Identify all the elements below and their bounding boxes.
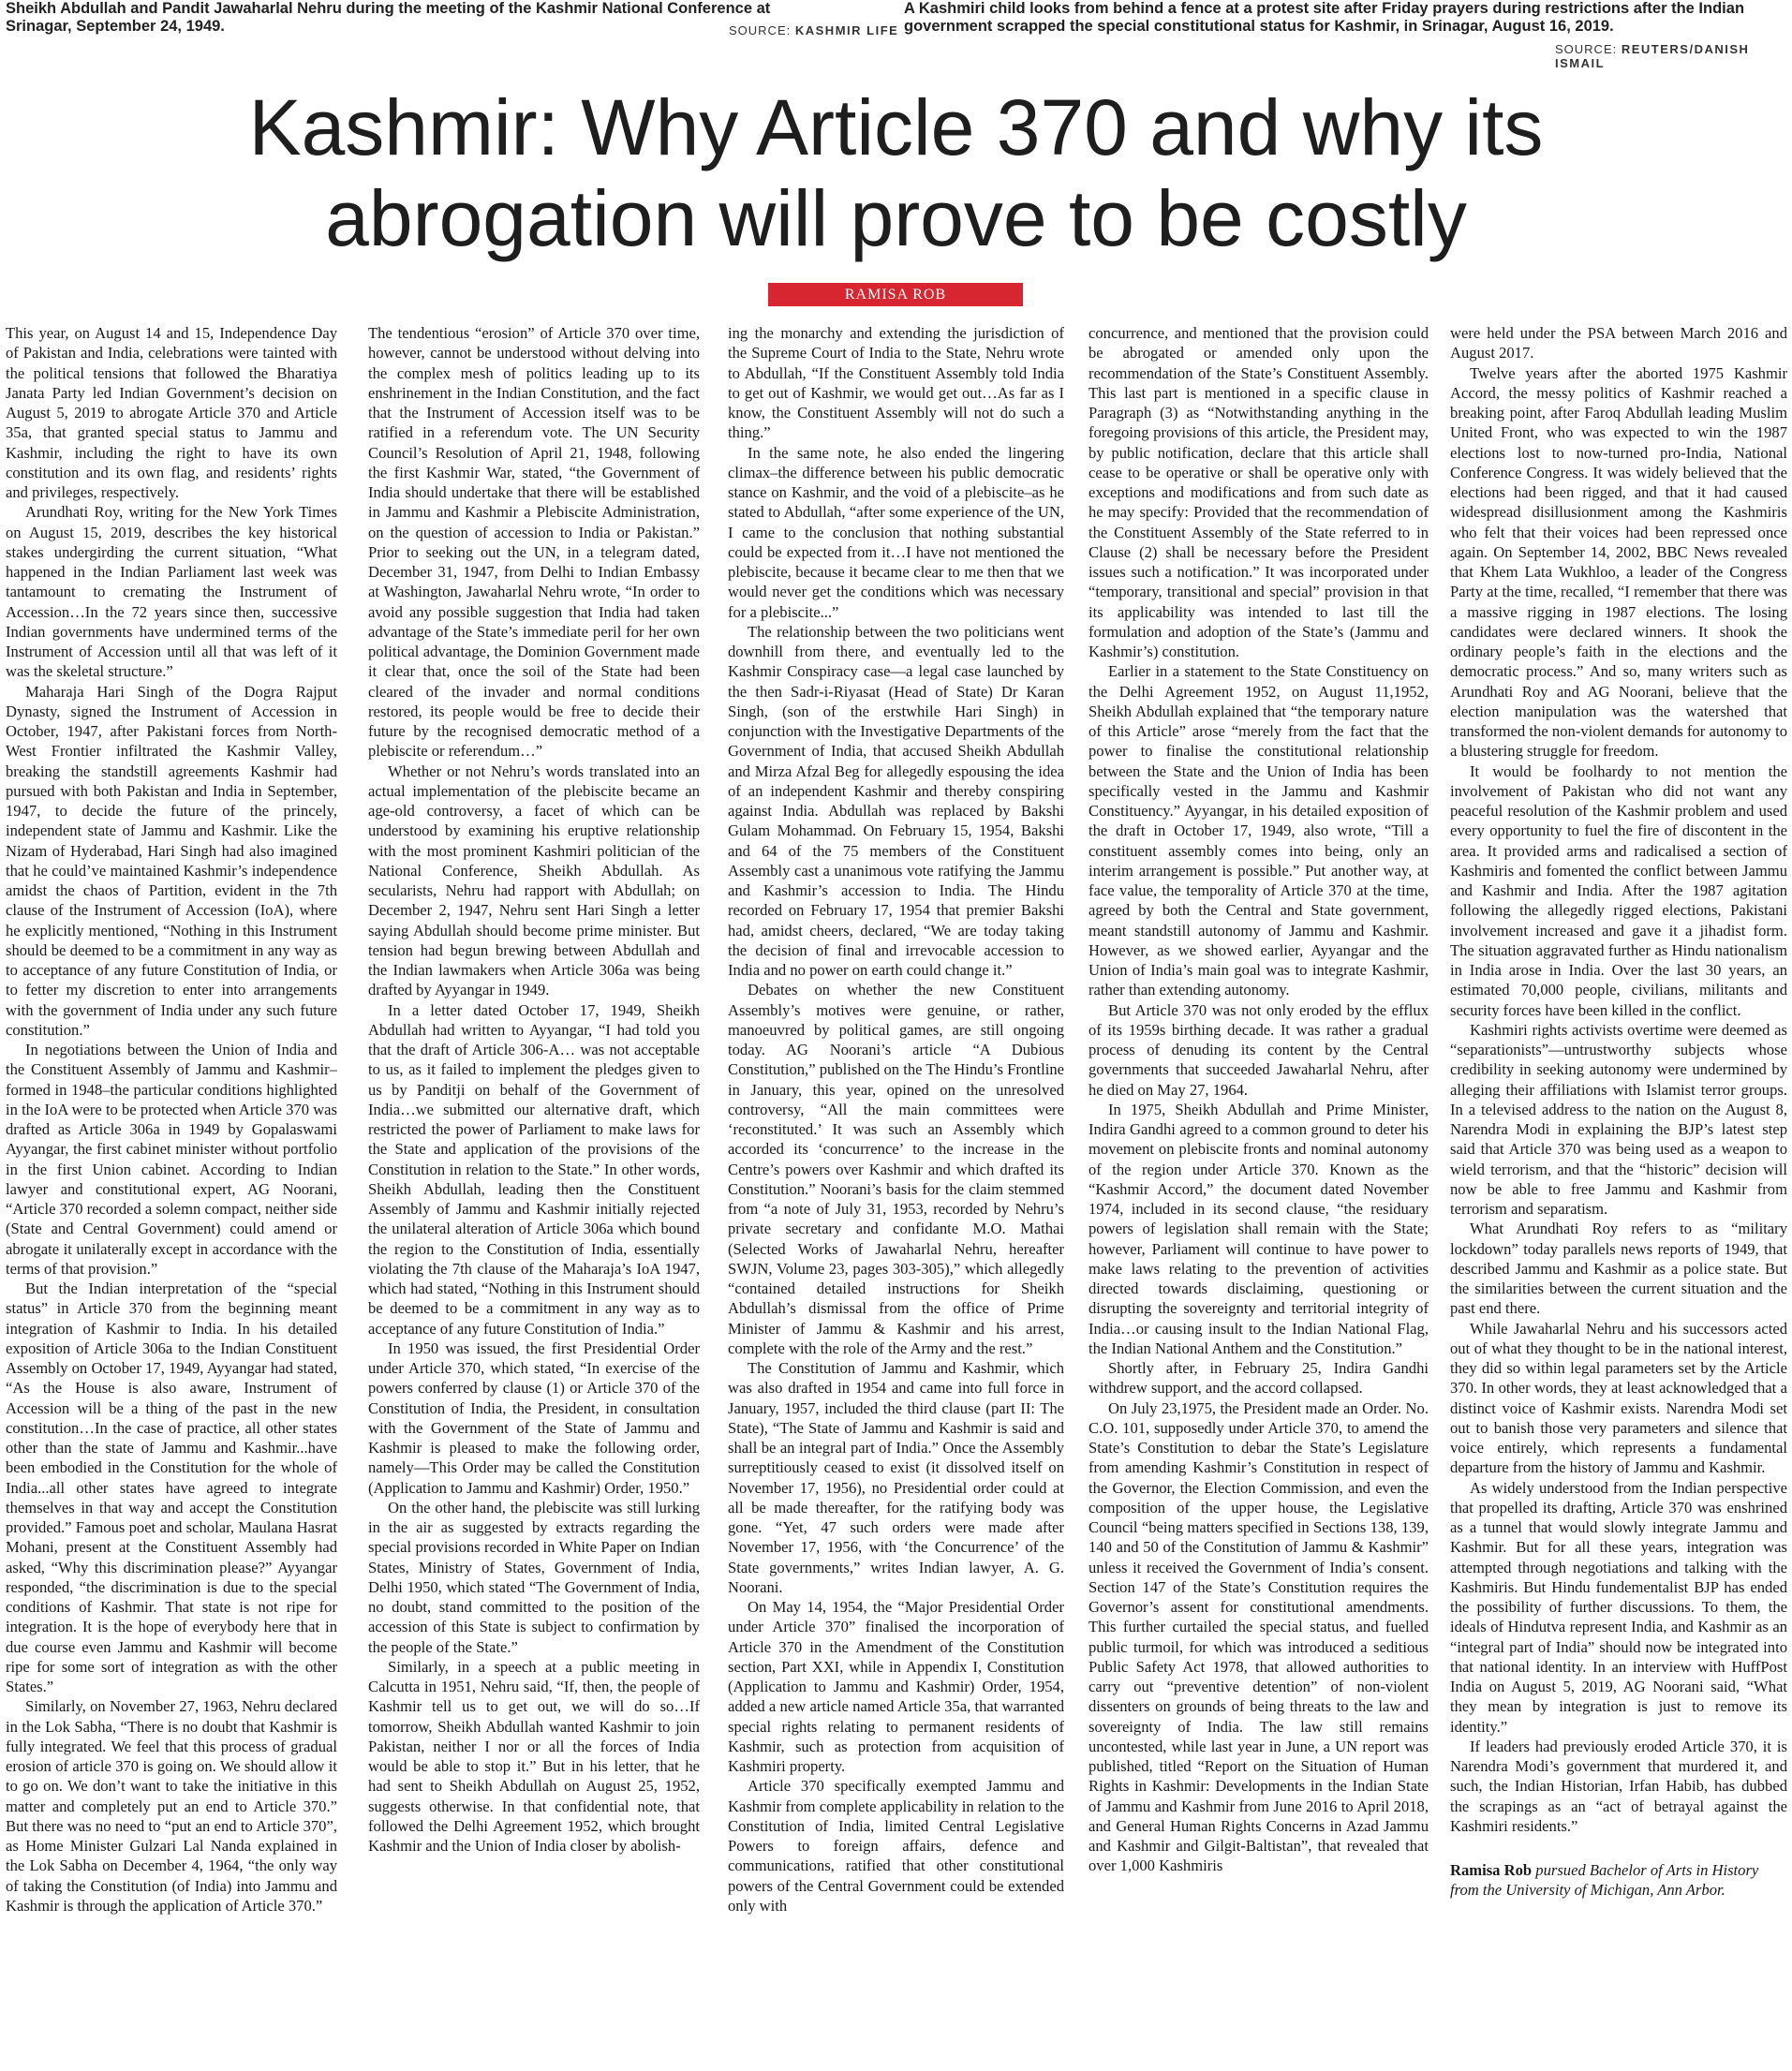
paragraph: Similarly, in a speech at a public meeting in Calcutta in 1951, Nehru said, “If, then, the people of Kashmir tell us to get out, we will do so…If tomorrow, Sheikh Abdullah wanted Kashmir to join Pakistan, neither I nor or all the forces of India would be able to stop it.” But in his letter, that he had sent to Sheikh Abdullah on August 25, 1952, suggests otherwise. In that confidential note, that followed the Delhi Agreement 1952, which brought Kashmir and the Union of India closer by abolish-	[368, 1657, 700, 1855]
photo-caption-right: A Kashmiri child looks from behind a fence at a protest site after Friday prayers during restrictions after the Indian government scrapped the special constitutional status for Kashmir, in Srinagar, August 16, 2019.	[904, 0, 1745, 35]
paragraph: Similarly, on November 27, 1963, Nehru declared in the Lok Sabha, “There is no doubt that Kashmir is fully integrated. We feel that this process of gradual erosion of article 370 is going on. We should allow it to go on. We don’t want to take the initiative in this matter and completely put an end to Article 370.” But there was no need to “put an end to Article 370”, as Home Minister Gulzari Lal Nanda explained in the Lok Sabha on December 4, 1964, “the only way of taking the Constitution (of India) into Jammu and Kashmir is through the application of Article 370.”	[6, 1697, 337, 1915]
paragraph: If leaders had previously eroded Article 370, it is Narendra Modi’s government that murdered it, and such, the Indian Historian, Irfan Habib, has dubbed the scrapings as an “act of betrayal against the Kashmiri residents.”	[1450, 1737, 1787, 1835]
paragraph: This year, on August 14 and 15, Independence Day of Pakistan and India, celebrations were tainted with the political tensions that followed the Bharatiya Janata Party led Indian Government’s decision on August 5, 2019 to abrogate Article 370 and Article 35a, that granted special status to Jammu and Kashmir, including the right to have its own constitution and its own flag, and residents’ rights and privileges, respectively.	[6, 324, 337, 501]
paragraph: In a letter dated October 17, 1949, Sheikh Abdullah had written to Ayyangar, “I had told you that the draft of Article 306-A… was not acceptable to us, as it failed to implement the pledges given to us by Panditji on behalf of the Government of India…we submitted our alternative draft, which restricted the power of Parliament to make laws for the State and application of the provisions of the Constitution in relation to the State.” In other words, Sheikh Abdullah, leading then the Constituent Assembly of Jammu and Kashmir initially rejected the unilateral alteration of Article 306a which bound the region to the Constitution of India, essentially violating the 7th clause of the Maharaja’s IoA 1947, which had stated, “Nothing in this Instrument should be deemed to be a commitment in any way as to acceptance of any future Constitution of India.”	[368, 1000, 700, 1338]
author-name: Ramisa Rob	[1450, 1861, 1533, 1879]
article-headline	[0, 82, 1792, 264]
paragraph: In the same note, he also ended the lingering climax–the difference between his public democratic stance on Kashmir, and the void of a plebiscite–as he stated to Abdullah, “after some experience of the UN, I came to the conclusion that nothing substantial could be expected from it…I have not mentioned the plebiscite, because it became clear to me then that we would never get the conditions which was necessary for a plebiscite...”	[728, 443, 1064, 621]
paragraph: Twelve years after the aborted 1975 Kashmir Accord, the messy politics of Kashmir reached a breaking point, after Faroq Abdullah leading Muslim United Front, who was expected to win the 1987 elections lost to now-turned pro-India, National Conference Congress. It was widely believed that the elections had been rigged, and that it had caused widespread disillusionment among the Kashmiris who felt that their voices had been repressed once again. On September 14, 2002, BBC News revealed that Khem Lata Wukhloo, a leader of the Congress Party at the time, recalled, “I remember that there was a massive rigging in 1987 elections. The losing candidates were declared winners. It shook the ordinary people’s faith in the elections and the democratic process.” And so, many writers such as Arundhati Roy and AG Noorani, believe that the election manipulation was the watershed that transformed the non-violent demands for autonomy to a blustering struggle for freedom.	[1450, 363, 1787, 761]
headline-line-1: Kashmir: Why Article 370 and why its	[248, 83, 1544, 171]
paragraph: Kashmiri rights activists overtime were deemed as “separationists”—untrustworthy subjects whose credibility in seeking autonomy were undermined by alleging their affiliations with Islamist terror groups. In a televised address to the nation on the August 8, Narendra Modi in explaining the BJP’s latest step said that Article 370 was being used as a weapon to wield terrorism, and that the “historic” decision will now be able to free Jammu and Kashmir from terrorism and separatism.	[1450, 1020, 1787, 1218]
article-column-2	[368, 323, 700, 2065]
photo-source-left: SOURCE: KASHMIR LIFE	[729, 23, 899, 37]
paragraph: concurrence, and mentioned that the provision could be abrogated or amended only upon the recommendation of the State’s Constituent Assembly. This last part is mentioned in a specific clause in Paragraph (3) as “Notwithstanding anything in the foregoing provisions of this article, the President may, by public notification, declare that this article shall cease to be operative or shall be operative only with exceptions and modifications and from such date as he may specify: Provided that the recommendation of the Constituent Assembly of the State referred to in Clause (2) shall be necessary before the President issues such a notification.” It was incorporated under “temporary, transitional and special” provision in that its applicability was intended to last till the formulation and adoption of the State’s (Jammu and Kashmir’s) constitution.	[1089, 324, 1429, 660]
paragraph: ing the monarchy and extending the jurisdiction of the Supreme Court of India to the State, Nehru wrote to Abdullah, “If the Constituent Assembly told India to get out of Kashmir, we would get out…As far as I know, the Constituent Assembly will not do such a thing.”	[728, 324, 1064, 442]
paragraph: On May 14, 1954, the “Major Presidential Order under Article 370” finalised the incorporation of Article 370 in the Amendment of the Constitution section, Part XXI, while in Appendix I, Constitution (Application to Jammu and Kashmir) Order, 1954, added a new article named Article 35a, that warranted special rights relating to permanent residents of Kashmir, such as protection from acquisition of Kashmiri property.	[728, 1598, 1064, 1775]
paragraph: What Arundhati Roy refers to as “military lockdown” today parallels news reports of 1949, that described Jammu and Kashmir as a police state. But the similarities between the current situation and the past end there.	[1450, 1220, 1787, 1318]
paragraph: The tendentious “erosion” of Article 370 over time, however, cannot be understood without delving into the complex mesh of politics leading up to its enshrinement in the Indian Constitution, and the fact that the Instrument of Accession itself was to be ratified in a referendum vote. The UN Security Council’s Resolution of April 21, 1948, following the first Kashmir War, stated, “the Government of India should undertake that there will be established in Jammu and Kashmir a Plebiscite Administration, on the question of accession to India or Pakistan.” Prior to seeking out the UN, in a telegram dated, December 31, 1947, from Delhi to Indian Embassy at Washington, Jawaharlal Nehru wrote, “In order to avoid any possible suggestion that India had taken advantage of the State’s immediate peril for her own political advantage, the Dominion Government made it clear that, once the soil of the State had been cleared of the invader and normal conditions restored, its people would be free to decide their future by the recognised democratic method of a plebiscite or referendum…”	[368, 324, 700, 761]
paragraph: Whether or not Nehru’s words translated into an actual implementation of the plebiscite became an age-old controversy, a facet of which can be understood by examining his eruptive relationship with the most prominent Kashmiri politician of the National Conference, Sheikh Abdullah. As secularists, Nehru had rapport with Abdullah; on December 2, 1947, Nehru sent Hari Singh a letter saying Abdullah should become prime minister. But tension had begun brewing between Abdullah and the Indian lawmakers when Article 306a was being drafted by Ayyangar in 1949.	[368, 762, 700, 999]
photo-source-right: SOURCE: REUTERS/DANISH ISMAIL	[1555, 42, 1750, 70]
article-column-1	[6, 323, 337, 2065]
paragraph: The Constitution of Jammu and Kashmir, which was also drafted in 1954 and came into full force in January, 1957, included the third clause (part II: The State), “The State of Jammu and Kashmir is said and shall be an integral part of India.” Once the Assembly surreptitiously ceased to exist (it dissolved itself on November 17, 1956), no Presidential order could at all be made thereafter, for the ratifying body was gone. “Yet, 47 such orders were made after November 17, 1956, with ‘the Concurrence’ of the State governments,” writes Indian lawyer, A. G. Noorani.	[728, 1359, 1064, 1596]
paragraph: Debates on whether the new Constituent Assembly’s motives were genuine, or rather, manoeuvred by political games, are still ongoing today. AG Noorani’s article “A Dubious Constitution,” published on the The Hindu’s Frontline in January, this year, opined on the unresolved controversy, “All the main committees were ‘reconstituted.’ It was such an Assembly which accorded its ‘concurrence’ to the increase in the Centre’s powers over Kashmir and which drafted its Constitution.” Noorani’s basis for the claim stemmed from “a note of July 31, 1953, recorded by Nehru’s private secretary and confidante M.O. Mathai (Selected Works of Jawaharlal Nehru, hereafter SWJN, Volume 23, pages 303-305),” which allegedly “contained detailed instructions for Sheikh Abdullah’s dismissal from the office of Prime Minister of Jammu & Kashmir and his arrest, complete with the role of the Army and the rest.”	[728, 981, 1064, 1357]
paragraph: On July 23,1975, the President made an Order. No. C.O. 101, supposedly under Article 370, to amend the State’s Constitution to debar the State’s Legislature from amending Kashmir’s Constitution in respect of the Governor, the Election Commission, and even the composition of the upper house, the Legislative Council “being matters specified in Sections 138, 139, 140 and 50 of the Constitution of Jammu & Kashmir” unless it received the Government of India’s consent. Section 147 of the State’s Constitution requires the Governor’s assent for constitutional amendments. This further curtailed the special status, and fuelled public turmoil, for which was introduced a seditious Public Safety Act 1978, that allowed authorities to carry out “preventive detention” of non-violent dissenters on grounds of being threats to the law and sovereignty of India. The law still remains uncontested, while last year in June, a UN report was published, titled “Report on the Situation of Human Rights in Kashmir: Developments in the Indian State of Jammu and Kashmir from June 2016 to April 2018, and General Human Rights Concerns in Azad Jammu and Kashmir and Gilgit-Baltistan”, that revealed that over 1,000 Kashmiris	[1089, 1398, 1429, 1875]
paragraph: On the other hand, the plebiscite was still lurking in the air as suggested by extracts regarding the special provisions recorded in White Paper on Indian States, Ministry of States, Government of India, Delhi 1950, which stated “The Government of India, no doubt, stand committed to the position of the accession of this State is subject to confirmation by the people of the State.”	[368, 1498, 700, 1656]
paragraph: Shortly after, in February 25, Indira Gandhi withdrew support, and the accord collapsed.	[1089, 1359, 1429, 1398]
author-note	[1450, 1860, 1787, 1901]
author-bio: pursued Bachelor of Arts in History from the University of Michigan, Ann Arbor.	[1450, 1861, 1759, 1900]
paragraph: were held under the PSA between March 2016 and August 2017.	[1450, 324, 1787, 362]
paragraph: But the Indian interpretation of the “special status” in Article 370 from the beginning meant integration of Kashmir to India. In his detailed exposition of Article 306a to the Indian Constituent Assembly on October 17, 1949, Ayyangar had stated, “As the House is also aware, Instrument of Accession will be a thing of the past in the new constitution…In the case of practice, all other states other than the state of Jammu and Kashmir...have been embodied in the Constitution for the whole of India...all other states have agreed to integrate themselves in that way and accept the Constitution provided.” Famous poet and scholar, Maulana Hasrat Mohani, present at the Constituent Assembly had asked, “Why this discrimination please?” Ayyangar responded, “the discrimination is due to the special conditions of Kashmir. That state is not ripe for integration. It is the hope of everybody here that in due course even Jammu and Kashmir will become ripe for some sort of integration as with the other States.”	[6, 1280, 337, 1695]
paragraph: But Article 370 was not only eroded by the efflux of its 1959s birthing decade. It was rather a gradual process of denuding its content by the Central governments that succeeded Jawaharlal Nehru, after he died on May 27, 1964.	[1089, 1000, 1429, 1099]
paragraph: Arundhati Roy, writing for the New York Times on August 15, 2019, describes the key historical stakes undergirding the current situation, “What happened in the Indian Parliament last week was tantamount to cremating the Instrument of Accession…In the 72 years since then, successive Indian governments have undermined terms of the Instrument of Accession until all that was left of it was the skeletal structure.”	[6, 503, 337, 681]
paragraph: The relationship between the two politicians went downhill from there, and eventually led to the Kashmir Conspiracy case—a legal case launched by the then Sadr-i-Riyasat (Head of State) Dr Karan Singh, (son of the erstwhile Hari Singh) in conjunction with the Investigative Departments of the Government of India, that accused Sheikh Abdullah and Mirza Afzal Beg for allegedly espousing the idea of an independent Kashmir and thereby conspiring against India. Abdullah was replaced by Bakshi Gulam Mohammad. On February 15, 1954, Bakshi and 64 of the 75 members of the Constituent Assembly cast a unanimous vote ratifying the Jammu and Kashmir’s accession to India. The Hindu recorded on February 17, 1954 that premier Bakshi had, amidst cheers, declared, “We are today taking the decision of final and irrevocable accession to India and no power on earth could change it.”	[728, 622, 1064, 979]
paragraph: While Jawaharlal Nehru and his successors acted out of what they thought to be in the national interest, they did so within legal parameters set by the Article 370. In other words, they at least acknowledged that a distinct voice of Kashmir exists. Narendra Modi set out to banish those very parameters and silence that voice entirely, which represents a fundamental departure from the history of Jammu and Kashmir.	[1450, 1319, 1787, 1477]
article-column-3	[728, 323, 1064, 2065]
paragraph: In 1950 was issued, the first Presidential Order under Article 370, which stated, “In exercise of the powers conferred by clause (1) or Article 370 of the Constitution of India, the President, in consultation with the Government of the State of Jammu and Kashmir is pleased to make the following order, namely—This Order may be called the Constitution (Application to Jammu and Kashmir) Order, 1950.”	[368, 1339, 700, 1497]
paragraph: In 1975, Sheikh Abdullah and Prime Minister, Indira Gandhi agreed to a common ground to deter his movement on plebiscite fronts and nominal autonomy of the region under Article 370. Known as the “Kashmir Accord,” the document dated November 1974, included in its second clause, “the residuary powers of legislation shall remain with the State; however, Parliament will continue to have power to make laws relating to the prevention of activities directed towards disclaiming, questioning or disrupting the sovereignty and territorial integrity of India…or causing insult to the Indian National Flag, the Indian National Anthem and the Constitution.”	[1089, 1100, 1429, 1357]
article-column-4	[1089, 323, 1429, 2065]
paragraph: Earlier in a statement to the State Constituency on the Delhi Agreement 1952, on August 11,1952, Sheikh Abdullah explained that “the temporary nature of this Article” arose “merely from the fact that the power to finalise the constitutional relationship between the State and the Union of India has been specifically vested in the Jammu and Kashmir Constituency.” Ayyangar, in his detailed exposition of the draft in October 17, 1949, also wrote, “Till a constituent assembly comes into being, only an interim arrangement is possible.” Put another way, at face value, the temporality of Article 370 at the time, agreed by both the Central and State government, meant standstill autonomy of Jammu and Kashmir. However, as we showed earlier, Ayyangar and the Union of India’s main goal was to integrate Kashmir, rather than extending autonomy.	[1089, 662, 1429, 999]
headline-line-2: abrogation will prove to be costly	[325, 174, 1467, 262]
paragraph: Article 370 specifically exempted Jammu and Kashmir from complete applicability in relation to the Constitution of India, limited Central Legislative Powers to foreign affairs, defence and communications, ratified that other constitutional powers of the Central Government could be extended only with	[728, 1777, 1064, 1915]
article-column-5	[1450, 323, 1787, 2065]
paragraph: Maharaja Hari Singh of the Dogra Rajput Dynasty, signed the Instrument of Accession in October, 1947, after Pakistani forces from North-West Frontier infiltrated the Kashmir Valley, breaking the standstill agreements Kashmir had pursued with both Pakistan and India in September, 1947, to decide the future of the princely, independent state of Jammu and Kashmir. Like the Nizam of Hyderabad, Hari Singh had also imagined that he could’ve maintained Kashmir’s independence amidst the chaos of Partition, evident in the 7th clause of the Instrument of Accession (IoA), where he explicitly mentioned, “Nothing in this Instrument should be deemed to be a commitment in any way as to acceptance of any future Constitution of India, or to fetter my discretion to enter into arrangements with the government of India under any such future constitution.”	[6, 682, 337, 1039]
paragraph: In negotiations between the Union of India and the Constituent Assembly of Jammu and Kashmir–formed in 1948–the particular conditions highlighted in the IoA were to be protected when Article 370 was drafted as Article 306a in 1949 by Gopalaswami Ayyangar, the first cabinet minister without portfolio in the first Union cabinet. According to Indian lawyer and constitutional expert, AG Noorani, “Article 370 recorded a solemn compact, neither side (State and Central Government) could amend or abrogate it unilaterally except in accordance with the terms of that provision.”	[6, 1041, 337, 1278]
photo-caption-left: Sheikh Abdullah and Pandit Jawaharlal Nehru during the meeting of the Kashmir National Conference at Srinagar, September 24, 1949.	[6, 0, 771, 35]
paragraph: It would be foolhardy to not mention the involvement of Pakistan who did not want any peaceful resolution of the Kashmir problem and used every opportunity to fuel the fire of discontent in the area. It provided arms and radicalised a section of Kashmiris and fomented the conflict between Jammu and Kashmir and India. After the 1987 agitation following the allegedly rigged elections, Pakistani involvement increased and gave it a jihadist form. The situation aggravated further as Hindu nationalism in India arose in India. Over the last 30 years, an estimated 70,000 people, civilians, militants and security forces have been killed in the conflict.	[1450, 762, 1787, 1019]
paragraph: As widely understood from the Indian perspective that propelled its drafting, Article 370 was enshrined as a tunnel that would slowly integrate Jammu and Kashmir. But for all these years, integration was attempted through negotiations and talking with the Kashmiris. But Hindu fundementalist BJP has ended the possibility of further discussions. To them, the ideals of Hindutva represent India, and Kashmir as an “integral part of India” should now be integrated into that national identity. In an interview with HuffPost India on August 5, 2019, AG Noorani said, “What they mean by integration is just to remove its identity.”	[1450, 1478, 1787, 1736]
author-byline: RAMISA ROB	[768, 283, 1023, 306]
